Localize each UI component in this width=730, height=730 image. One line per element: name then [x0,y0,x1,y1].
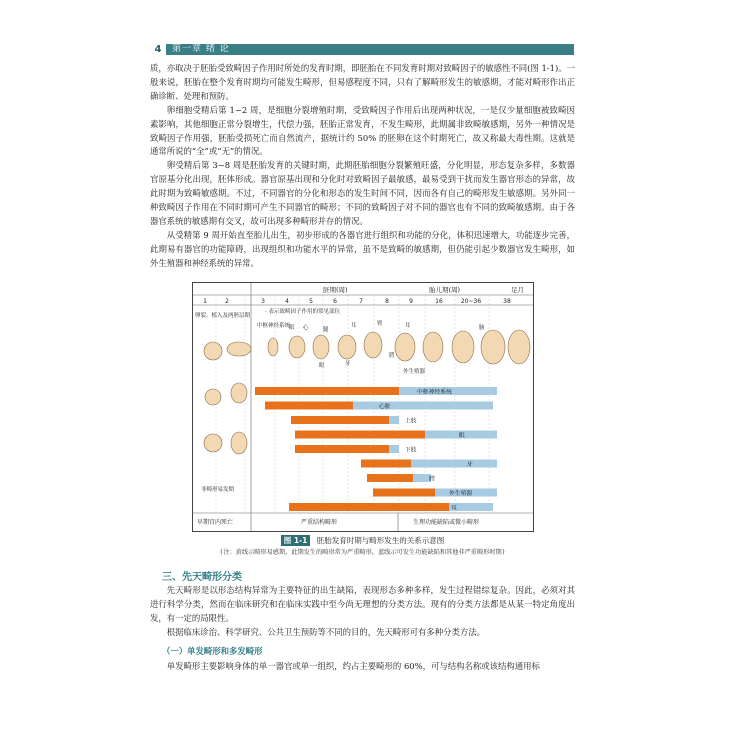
sensitive-note: · 表示致畸因子作用的常见部位 [265,309,340,315]
body-text-last [150,660,575,674]
bottom-early-death: 早期宫内死亡 [197,519,234,526]
fetal-period-label: 胎儿期(周) [429,286,461,294]
embryo-icon [204,342,222,360]
organ-label-palate: 腭 [389,353,395,359]
week-label: 4 [285,298,289,305]
sensitive-bar [291,416,389,424]
week-label: 5 [309,298,313,305]
organ-label-arm: 臂 [377,321,383,327]
figure-caption [150,535,575,546]
bar-label: 牙 [467,462,473,468]
section-paragraph-2: 根据临床诊治、科学研究、公共卫生预防等不同的目的，先天畸形可有多种分类方法。 [166,626,486,637]
organ-label-ear: 耳 [351,323,357,329]
bottom-functional-defect: 生理功能缺陷或微小畸形 [413,519,480,526]
week-label: 8 [385,298,389,305]
cell-icon [231,432,247,454]
cell-icon [231,383,247,403]
stage-label: 卵裂、植入及两胚层期 [195,313,251,319]
embryo-icon [227,342,251,356]
subsection-heading: （一）单发畸形和多发畸形 [162,646,263,656]
term-label: 足月 [511,286,524,294]
week-label: 2 [225,298,229,305]
last-paragraph: 单发畸形主要影响身体的单一器官或单一组织，约占主要畸形的 60%，可与结构名称或该结构通用标 [166,661,540,671]
body-text-bottom [150,584,575,640]
paragraph-1: 质，亦取决于胚胎受致畸因子作用时所处的发育时期，即胚胎在不同发育时期对致畸因子的敏感性不同(图 1-1)。一般来说，胚胎在整个发育时期均可能发生畸形，但易感程度不同，只有了解畸形发生的敏感期，才能对畸形作出正确诊断、处理和预防。 [150,63,575,101]
left-note: 非畸形易发期 [201,487,235,493]
week-label: 9 [409,298,413,305]
organ-label-tooth: 牙 [345,361,351,367]
embryo-icon [423,332,443,362]
organ-label-cns: 中枢神经系统 [257,323,291,329]
section-heading: 三、先天畸形分类 [162,572,242,583]
sensitive-bar [373,489,435,497]
body-text-top [150,62,575,271]
embryo-period-label: 胚期(周) [323,286,348,294]
cell-icon [205,389,221,405]
bar-label: 上肢 [405,418,417,425]
bar-label: 腭 [429,476,435,483]
organ-label-eye-2: 眼 [319,363,325,369]
page-number: 4 [150,43,166,56]
bar-label: 外生殖器 [449,491,473,497]
embryo-icon [289,336,305,358]
figure-note: (注：黄线示畸形易感期，此期发生的畸形常为严重畸形，蓝线示可发生功能缺陷和其他非严重畸形时期) [219,549,506,556]
embryo-icon [395,333,415,361]
organ-label-ear-2: 耳 [405,323,411,329]
embryo-icon [313,335,329,359]
paragraph-3: 卵受精后第 3~8 周是胚胎发育的关键时期，此期胚胎细胞分裂繁殖旺盛，分化明显，形态复杂多样，多数器官原基分化出现，胚体形成。器官原基出现和分化时对致畸因子最敏感，最易受到干扰而发生器官形态的异常，故此时期为致畸敏感期。不过，不同器官的分化和形态的发生时间不同，因而各有自己的畸形发生敏感期。另外同一种致畸因子作用在不同时期可产生不同器官的畸形；不同的致畸因子对不同的器官也有不同的致畸敏感期。由于各器官系统的敏感期有交叉，故可出现多种畸形并存的情况。 [150,160,575,226]
organ-label-eye: 眼 [289,325,295,331]
embryo-icon [452,331,474,363]
figure-diagram [193,283,533,531]
week-label: 16 [435,298,443,305]
sensitive-bar [295,431,425,439]
sensitive-bar [255,387,399,395]
week-label: 7 [359,298,363,305]
sensitive-bar [289,503,449,511]
cell-icon [204,434,222,452]
sensitive-bar [265,402,353,410]
week-label: 3 [261,298,265,305]
paragraph-4: 从受精第 9 周开始直至胎儿出生，初步形成的各器官进行组织和功能的分化，体积迅速增大，功能逐步完善，此期易有器官的功能障碍，出现组织和功能水平的异常，虽不是致畸的敏感期，但仍能引起少数器官发生畸形，如外生殖器和神经系统的异常。 [150,229,575,268]
week-label: 38 [503,298,511,305]
embryo-icon [364,332,382,358]
organ-label-brain: 脑 [479,325,485,331]
organ-label-heart: 心 [303,325,309,331]
chapter-title: 第一章 绪 论 [172,44,230,54]
sensitive-bar [361,460,411,468]
bar-label: 耳 [451,505,457,512]
embryo-icon [508,330,530,364]
bottom-severe-defect: 严重结构畸形 [301,519,338,526]
bar-label: 眼 [459,433,465,439]
week-label: 20~36 [460,298,482,305]
paragraph-2: 卵细胞受精后第 1~2 周，是细胞分裂增殖时期，受致畸因子作用后出现两种状况，一是仅少量细胞被致畸因素影响，其他细胞正常分裂增生，代偿力强，胚胎正常发育，不发生畸形，此期属非致畸敏感期，另外一种情况是致畸因子作用强，胚胎受损死亡而自然流产，据统计约 50% 的胚卵在这个时期死亡，故又称最大毒性期。这就是通常所说的“全”或“无”的情况。 [150,104,575,157]
bar-label: 心脏 [379,404,391,410]
bar-label: 下肢 [405,447,417,454]
sensitive-bar [367,474,413,482]
week-label: 1 [203,298,207,305]
organ-label-leg: 腿 [323,327,329,333]
embryo-development-figure [192,282,534,532]
embryo-icon [338,335,356,359]
embryo-icon [268,338,278,356]
organ-label-genitals: 外生殖器 [403,369,426,375]
sensitive-bar [295,445,389,453]
caption-text: 胚胎发育时期与畸形发生的关系示意图 [316,536,445,545]
caption-number: 图 1-1 [281,535,311,546]
section-paragraph-1: 先天畸形是以形态结构异常为主要特征的出生缺陷，表现形态多种多样，发生过程错综复杂。因此，必须对其进行科学分类，然而在临床研究和在临床实践中至今尚无理想的分类方法。现有的分类方法都是从某一特定角度出发，有一定的局限性。 [150,585,575,623]
week-label: 6 [333,298,337,305]
embryo-icon [481,330,505,364]
bar-label: 中枢神经系统 [417,389,452,396]
